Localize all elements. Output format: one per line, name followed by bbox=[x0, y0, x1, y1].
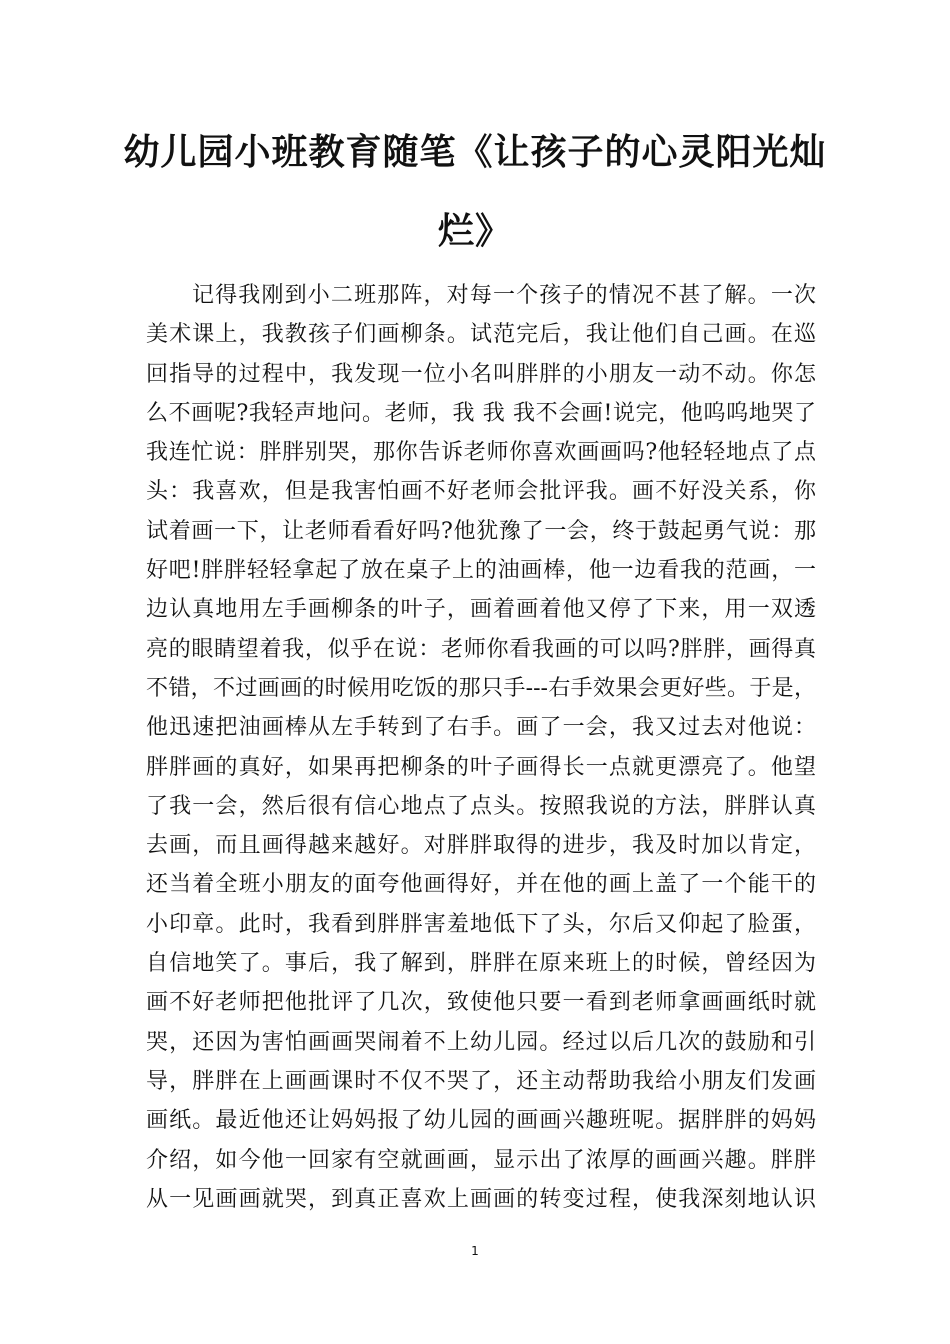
text-line: 导，胖胖在上画画课时不仅不哭了，还主动帮助我给小朋友们发画 bbox=[146, 1068, 816, 1094]
text-line: 去画，而且画得越来越好。对胖胖取得的进步，我及时加以肯定， bbox=[146, 833, 816, 859]
text-line: 自信地笑了。事后，我了解到，胖胖在原来班上的时候，曾经因为 bbox=[146, 951, 816, 977]
text-line: 我连忙说：胖胖别哭，那你告诉老师你喜欢画画吗?他轻轻地点了点 bbox=[146, 440, 816, 466]
text-line: 回指导的过程中，我发现一位小名叫胖胖的小朋友一动不动。你怎 bbox=[146, 361, 816, 387]
page-number: 1 bbox=[471, 1244, 479, 1258]
text-line: 画纸。最近他还让妈妈报了幼儿园的画画兴趣班呢。据胖胖的妈妈 bbox=[146, 1108, 816, 1134]
text-line: 还当着全班小朋友的面夸他画得好，并在他的画上盖了一个能干的 bbox=[146, 872, 816, 898]
text-line: 画不好老师把他批评了几次，致使他只要一看到老师拿画画纸时就 bbox=[146, 990, 816, 1016]
text-line: 从一见画画就哭，到真正喜欢上画画的转变过程，使我深刻地认识 bbox=[146, 1186, 816, 1212]
text-line: 小印章。此时，我看到胖胖害羞地低下了头，尔后又仰起了脸蛋， bbox=[146, 911, 816, 937]
text-line: 好吧!胖胖轻轻拿起了放在桌子上的油画棒，他一边看我的范画，一 bbox=[146, 558, 816, 584]
text-line: 头：我喜欢，但是我害怕画不好老师会批评我。画不好没关系，你 bbox=[146, 479, 816, 505]
document-title-line-2: 烂》 bbox=[437, 210, 512, 252]
text-line: 不错，不过画画的时候用吃饭的那只手---右手效果会更好些。于是， bbox=[146, 675, 816, 701]
text-line: 边认真地用左手画柳条的叶子，画着画着他又停了下来，用一双透 bbox=[146, 597, 816, 623]
text-line: 试着画一下，让老师看看好吗?他犹豫了一会，终于鼓起勇气说：那 bbox=[146, 518, 816, 544]
text-line: 他迅速把油画棒从左手转到了右手。画了一会，我又过去对他说： bbox=[146, 715, 816, 741]
body-paragraph bbox=[146, 276, 816, 1219]
text-line: 美术课上，我教孩子们画柳条。试范完后，我让他们自己画。在巡 bbox=[146, 322, 816, 348]
text-line: 么不画呢?我轻声地问。老师，我 我 我不会画!说完，他呜呜地哭了 bbox=[146, 400, 816, 426]
text-line: 胖胖画的真好，如果再把柳条的叶子画得长一点就更漂亮了。他望 bbox=[146, 754, 816, 780]
document-title-line-1: 幼儿园小班教育随笔《让孩子的心灵阳光灿 bbox=[123, 131, 827, 173]
text-line: 记得我刚到小二班那阵，对每一个孩子的情况不甚了解。一次 bbox=[192, 283, 816, 308]
text-line: 亮的眼睛望着我，似乎在说：老师你看我画的可以吗?胖胖，画得真 bbox=[146, 636, 816, 662]
text-line: 介绍，如今他一回家有空就画画，显示出了浓厚的画画兴趣。胖胖 bbox=[146, 1147, 816, 1173]
text-line: 哭，还因为害怕画画哭闹着不上幼儿园。经过以后几次的鼓励和引 bbox=[146, 1029, 816, 1055]
text-line: 了我一会，然后很有信心地点了点头。按照我说的方法，胖胖认真 bbox=[146, 793, 816, 819]
